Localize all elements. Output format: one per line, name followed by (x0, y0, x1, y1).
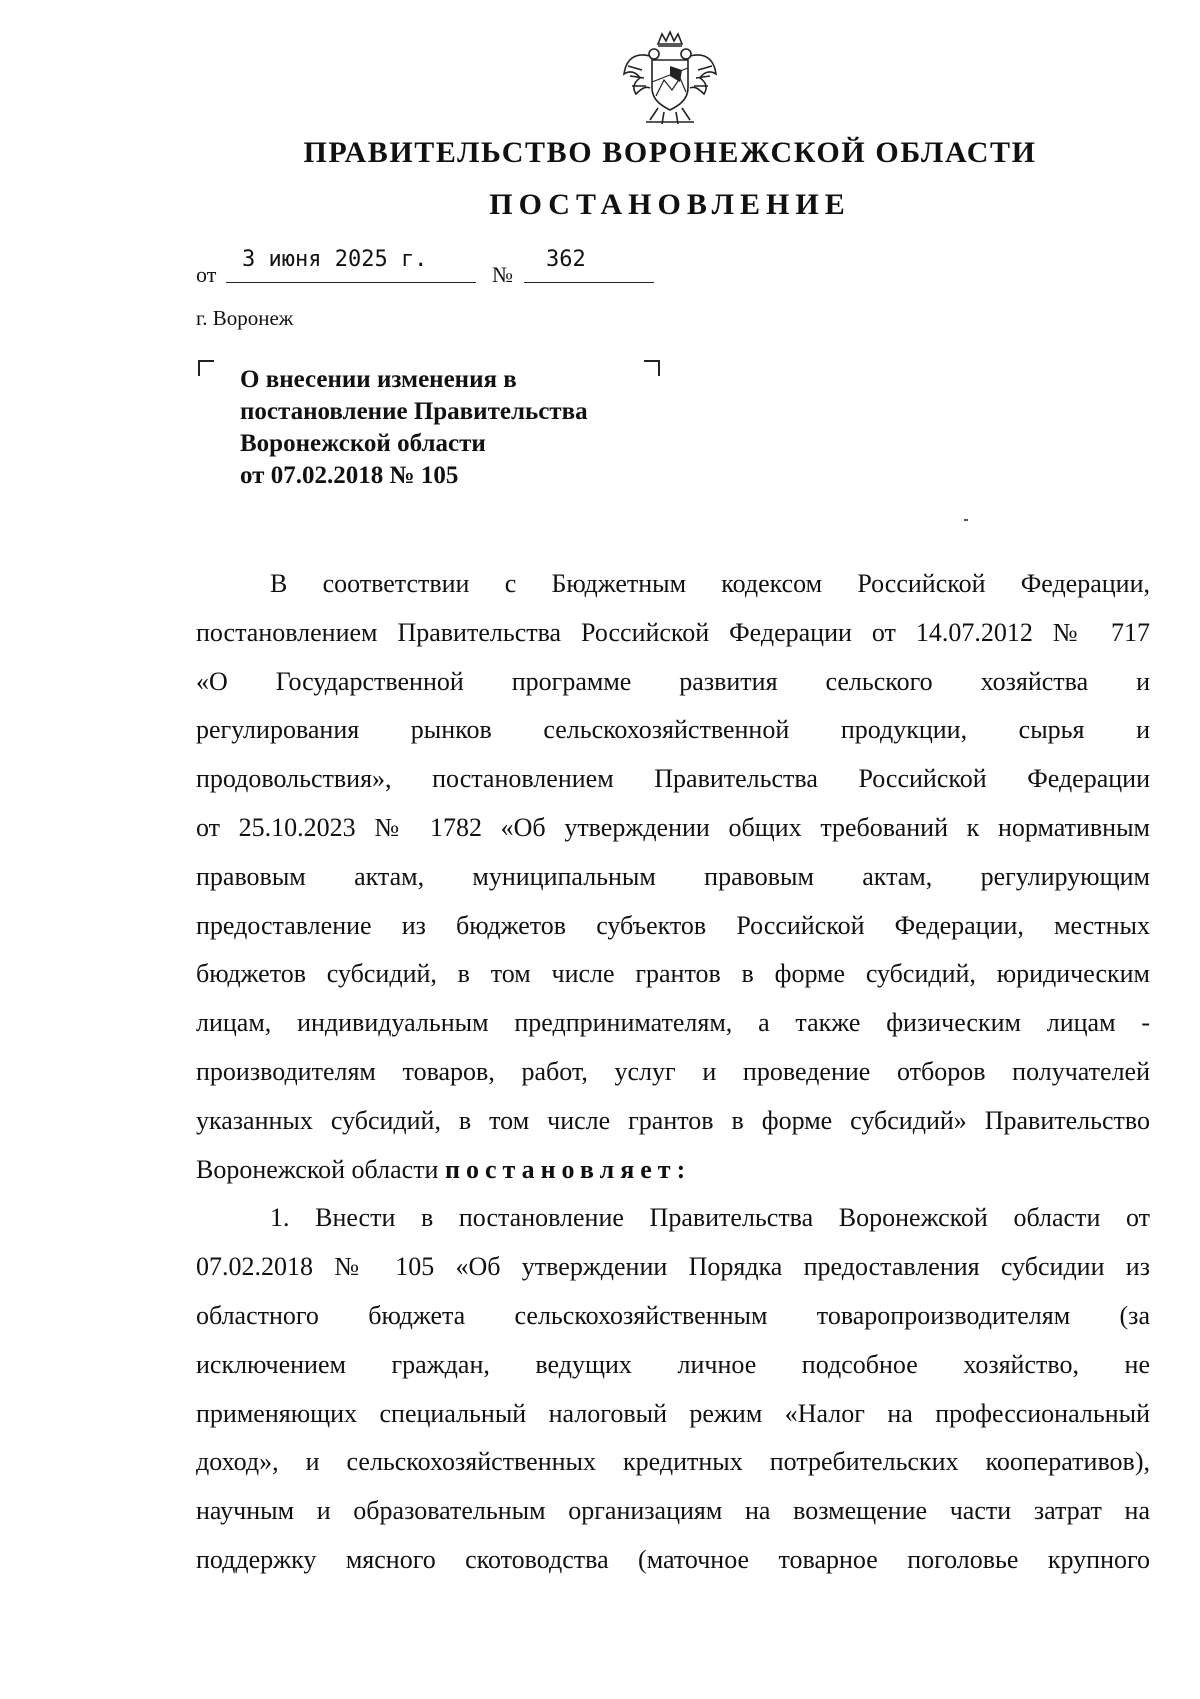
body-line: 07.02.2018 № 105 «Об утверждении Порядка предоставления субсидии из (196, 1252, 1150, 1282)
body-line: постановлением Правительства Российской Федерации от 14.07.2012 № 717 (196, 617, 1150, 647)
body-line: исключением граждан, ведущих личное подсобное хозяйство, не (196, 1349, 1150, 1379)
body-line: поддержку мясного скотоводства (маточное товарное поголовье крупного (196, 1544, 1150, 1574)
body-line: применяющих специальный налоговый режим «Налог на профессиональный (196, 1398, 1150, 1428)
document-number: 362 (546, 247, 586, 272)
body-line: регулирования рынков сельскохозяйственной продукции, сырья и (196, 715, 1150, 745)
body-line: бюджетов субсидий, в том числе грантов в форме субсидий, юридическим (196, 959, 1150, 989)
resolution-keyword: постановляет: (444, 1154, 692, 1184)
subject-line: Воронежской области (240, 430, 486, 457)
subject-line: О внесении изменения в (240, 366, 517, 393)
number-label: № (492, 262, 513, 287)
body-line: продовольствия», постановлением Правительства Российской Федерации (196, 764, 1150, 794)
document-body (196, 560, 1150, 1585)
body-line: производителям товаров, работ, услуг и проведение отборов получателей (196, 1056, 1150, 1086)
resolution-prefix: Воронежской области (196, 1154, 445, 1184)
body-line-resolution (196, 1146, 1150, 1195)
scan-speck (964, 519, 968, 521)
body-line: 1. Внести в постановление Правительства Воронежской области от (270, 1203, 1150, 1233)
body-line: доход», и сельскохозяйственных кредитных потребительских кооперативов), (196, 1447, 1150, 1477)
subject-bracket-left (198, 360, 214, 376)
body-line: областного бюджета сельскохозяйственным товаропроизводителям (за (196, 1300, 1150, 1330)
body-line: «О Государственной программе развития сельского хозяйства и (196, 666, 1150, 696)
date-number-row (196, 244, 676, 288)
date-label: от (196, 262, 217, 287)
body-line: от 25.10.2023 № 1782 «Об утверждении общих требований к нормативным (196, 812, 1150, 842)
subject-bracket-right (644, 360, 660, 376)
subject-line: от 07.02.2018 № 105 (240, 462, 459, 489)
date-underline (226, 282, 476, 283)
document-subject (240, 364, 588, 492)
body-line: правовым актам, муниципальным правовым актам, регулирующим (196, 861, 1150, 891)
document-date: 3 июня 2025 г. (242, 247, 428, 272)
body-line: научным и образовательным организациям на возмещение части затрат на (196, 1496, 1150, 1526)
government-title: ПРАВИТЕЛЬСТВО ВОРОНЕЖСКОЙ ОБЛАСТИ (303, 136, 1037, 169)
body-line: указанных субсидий, в том числе грантов в форме субсидий» Правительство (196, 1105, 1150, 1135)
body-line: лицам, индивидуальным предпринимателям, а также физическим лицам - (196, 1008, 1150, 1038)
body-line: В соответствии с Бюджетным кодексом Российской Федерации, (270, 569, 1150, 598)
subject-line: постановление Правительства (240, 398, 588, 425)
body-line: предоставление из бюджетов субъектов Российской Федерации, местных (196, 910, 1150, 940)
document-type-title: ПОСТАНОВЛЕНИЕ (489, 188, 851, 221)
voronezh-coat-of-arms-emblem (620, 30, 720, 128)
city-name: г. Воронеж (196, 306, 294, 330)
number-underline (524, 282, 654, 283)
